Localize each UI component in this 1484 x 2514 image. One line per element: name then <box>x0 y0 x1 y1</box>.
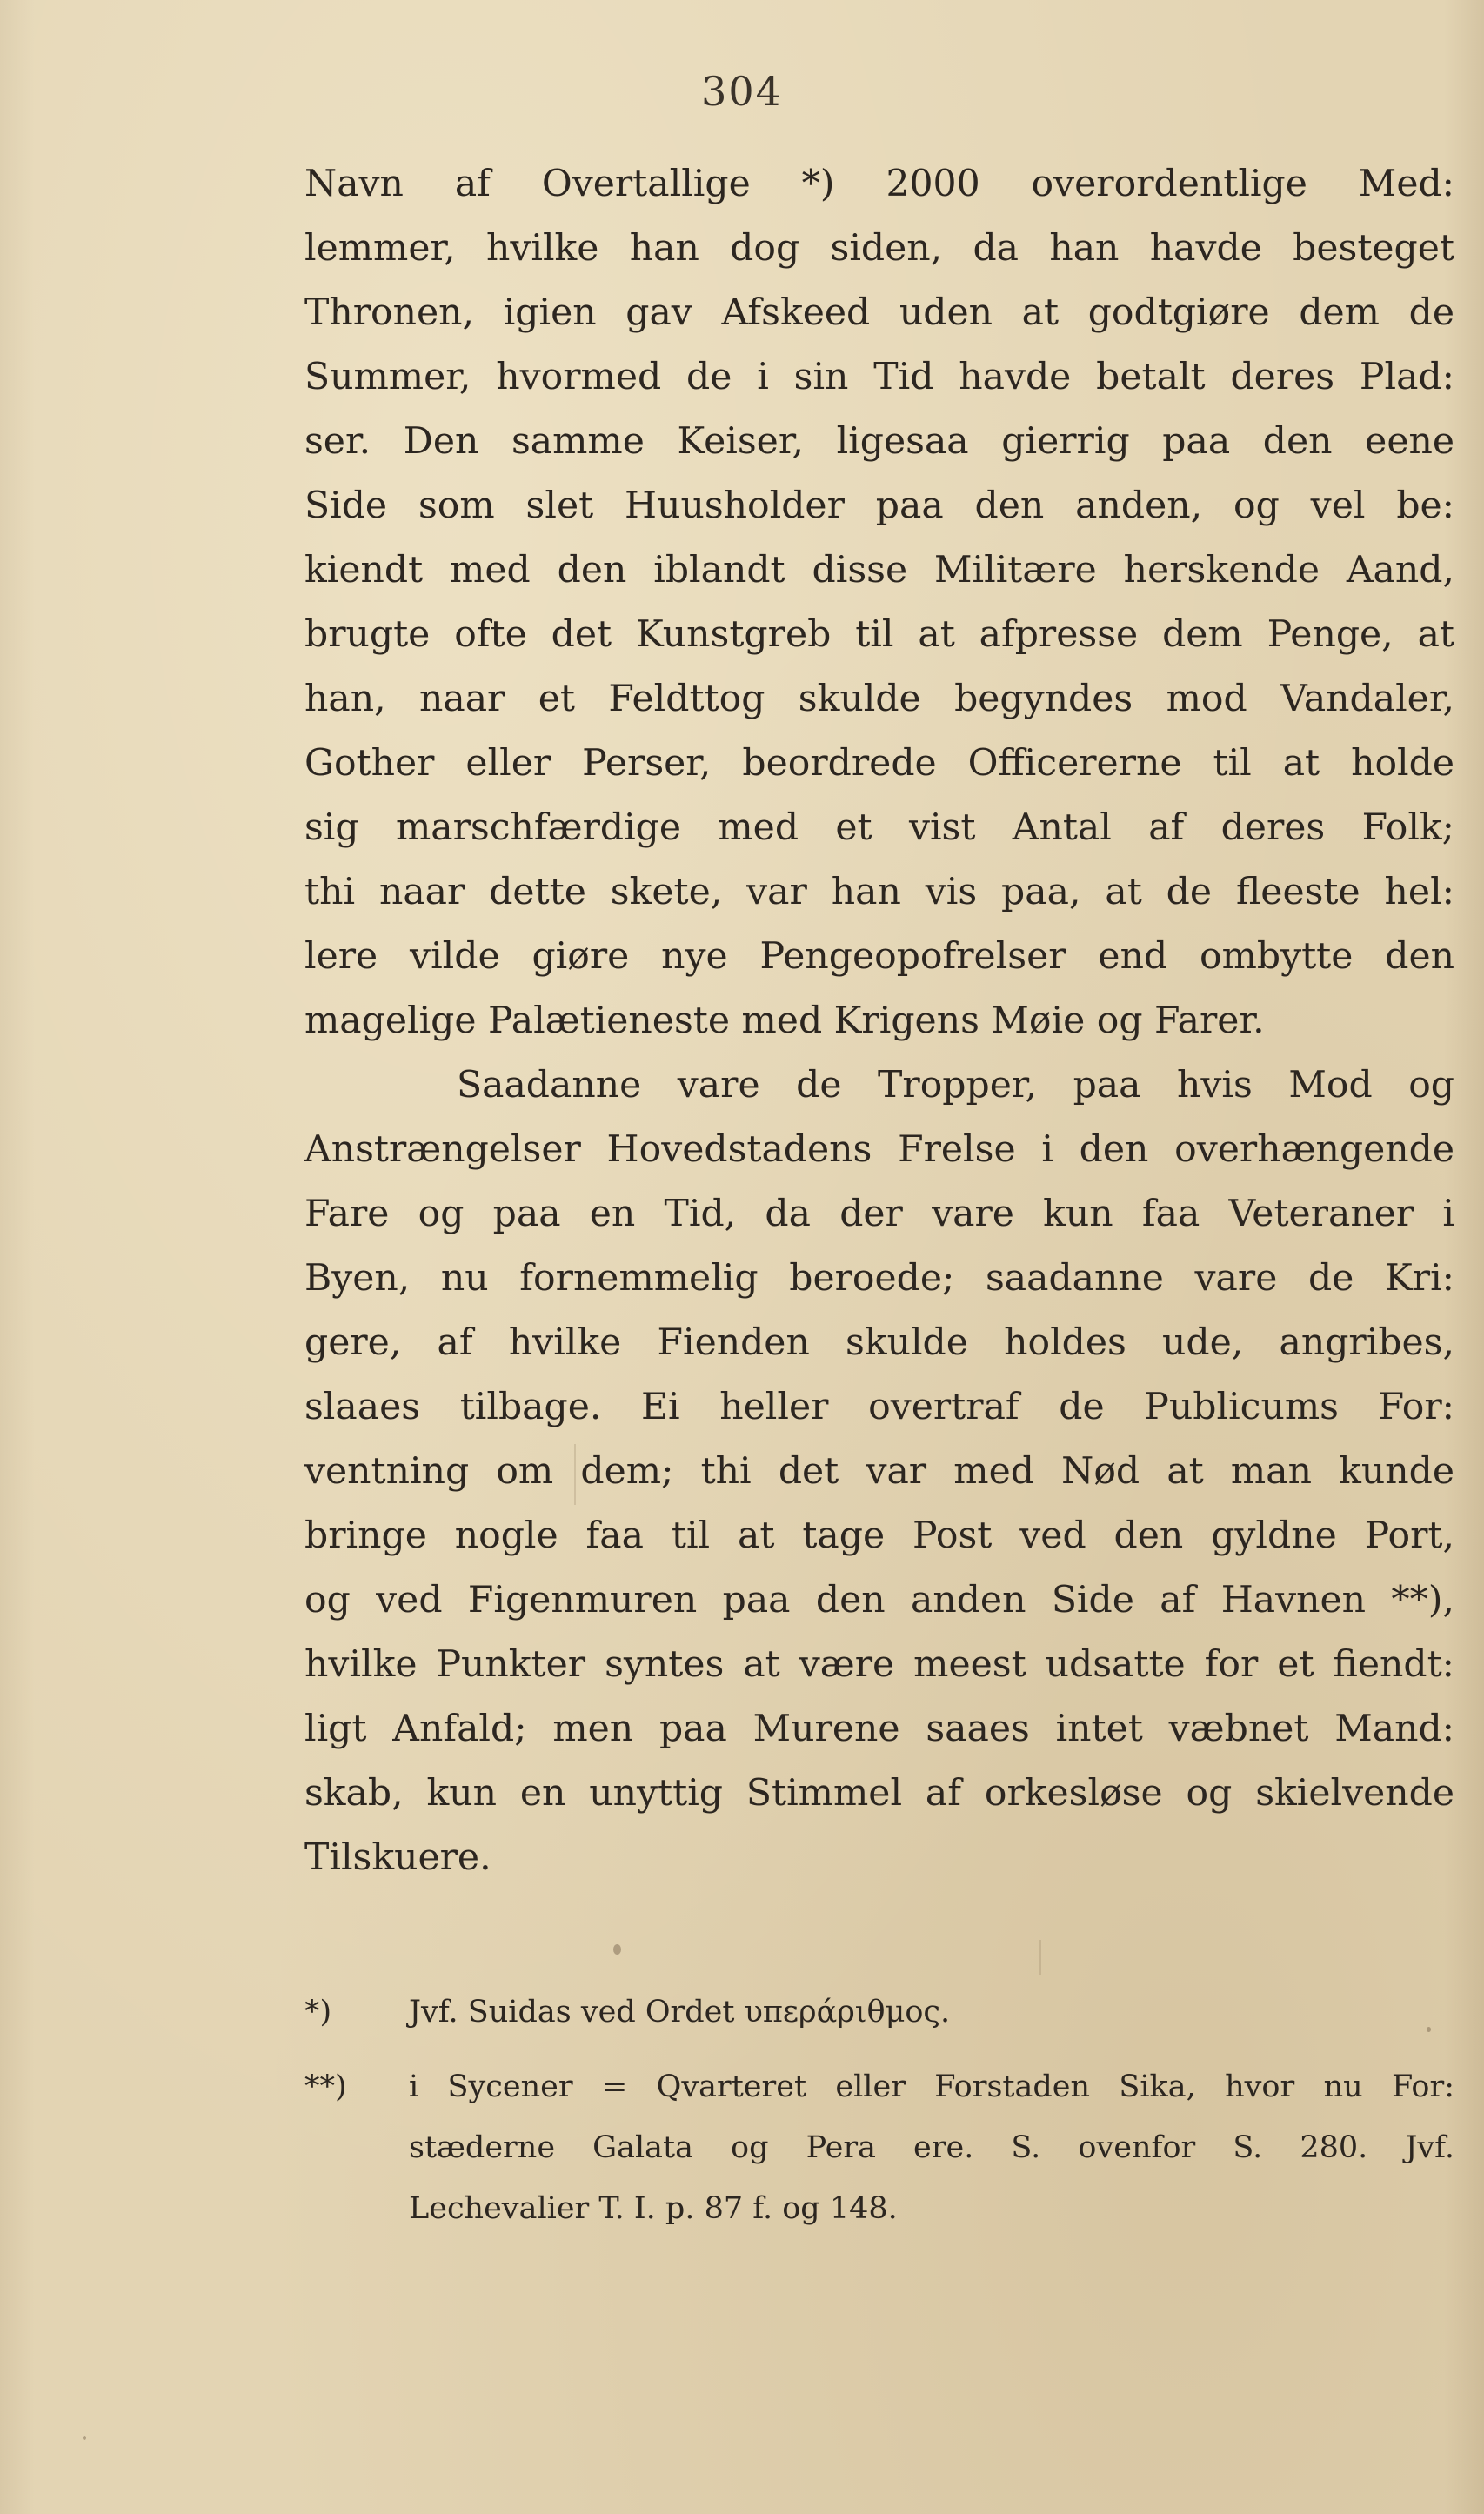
text-line: skab, kun en unyttig Stimmel af orkesløse og skielvende <box>304 1772 1454 1815</box>
text-line: Byen, nu fornemmelig beroede; saadanne vare de Kri: <box>304 1257 1454 1300</box>
text-line: ligt Anfald; men paa Murene saaes intet væbnet Mand: <box>304 1708 1454 1750</box>
text-line: kiendt med den iblandt disse Militære herskende Aand, <box>304 549 1454 592</box>
text-line: hvilke Punkter syntes at være meest udsatte for et fiendt: <box>304 1643 1454 1686</box>
footnote-text: Jvf. Suidas ved Ordet υπεράριθμος. <box>409 1995 951 2029</box>
footnote-text-line: stæderne Galata og Pera ere. S. ovenfor S. 280. Jvf. <box>409 2130 1454 2165</box>
text-line: magelige Palætieneste med Krigens Møie og Farer. <box>304 1000 1265 1042</box>
text-line: Gother eller Perser, beordrede Officererne til at holde <box>304 742 1454 785</box>
page-number: 304 <box>701 68 783 115</box>
text-line: ser. Den samme Keiser, ligesaa gierrig paa den eene <box>304 420 1454 463</box>
text-line: Thronen, igien gav Afskeed uden at godtgiøre dem de <box>304 291 1454 334</box>
text-line: Anstrængelser Hovedstadens Frelse i den overhængende <box>304 1128 1454 1171</box>
text-line: Navn af Overtallige *) 2000 overordentlige Med: <box>304 163 1454 205</box>
text-line: og ved Figenmuren paa den anden Side af Havnen **), <box>304 1579 1454 1621</box>
footnote-2 <box>304 2056 1454 2117</box>
body-text <box>304 152 1454 1890</box>
text-line: slaaes tilbage. Ei heller overtraf de Publicums For: <box>304 1386 1454 1428</box>
text-line: lemmer, hvilke han dog siden, da han havde besteget <box>304 227 1454 270</box>
text-line: ventning om dem; thi det var med Nød at man kunde <box>304 1450 1454 1493</box>
footnote-marker: **) <box>304 2069 347 2104</box>
footnote-text-line: Lechevalier T. I. p. 87 f. og 148. <box>409 2191 898 2226</box>
footnote-1 <box>304 1982 1454 2043</box>
text-line: Summer, hvormed de i sin Tid havde betalt deres Plad: <box>304 356 1454 398</box>
footnote-marker: *) <box>304 1995 332 2029</box>
paper-speck <box>613 1944 621 1955</box>
text-line: lere vilde giøre nye Pengeopofrelser end ombytte den <box>304 935 1454 978</box>
paragraph-start-line: Saadanne vare de Tropper, paa hvis Mod og <box>457 1064 1454 1107</box>
footnote-text: i Sycener = Qvarteret eller Forstaden Sika, hvor nu For: <box>409 2069 1454 2104</box>
text-line: sig marschfærdige med et vist Antal af deres Folk; <box>304 806 1454 849</box>
text-line: bringe nogle faa til at tage Post ved den gyldne Port, <box>304 1514 1454 1557</box>
text-line: gere, af hvilke Fienden skulde holdes ude, angribes, <box>304 1321 1454 1364</box>
text-line: Tilskuere. <box>304 1836 491 1879</box>
paper-speck <box>83 2436 86 2440</box>
text-line: han, naar et Feldttog skulde begyndes mod Vandaler, <box>304 678 1454 720</box>
text-line: Side som slet Huusholder paa den anden, og vel be: <box>304 485 1454 527</box>
paper-mark <box>1039 1940 1041 1975</box>
text-line: brugte ofte det Kunstgreb til at afpresse dem Penge, at <box>304 613 1454 656</box>
text-line: thi naar dette skete, var han vis paa, at de fleeste hel: <box>304 871 1454 913</box>
text-line: Fare og paa en Tid, da der vare kun faa Veteraner i <box>304 1193 1454 1235</box>
footnotes <box>304 1982 1454 2239</box>
